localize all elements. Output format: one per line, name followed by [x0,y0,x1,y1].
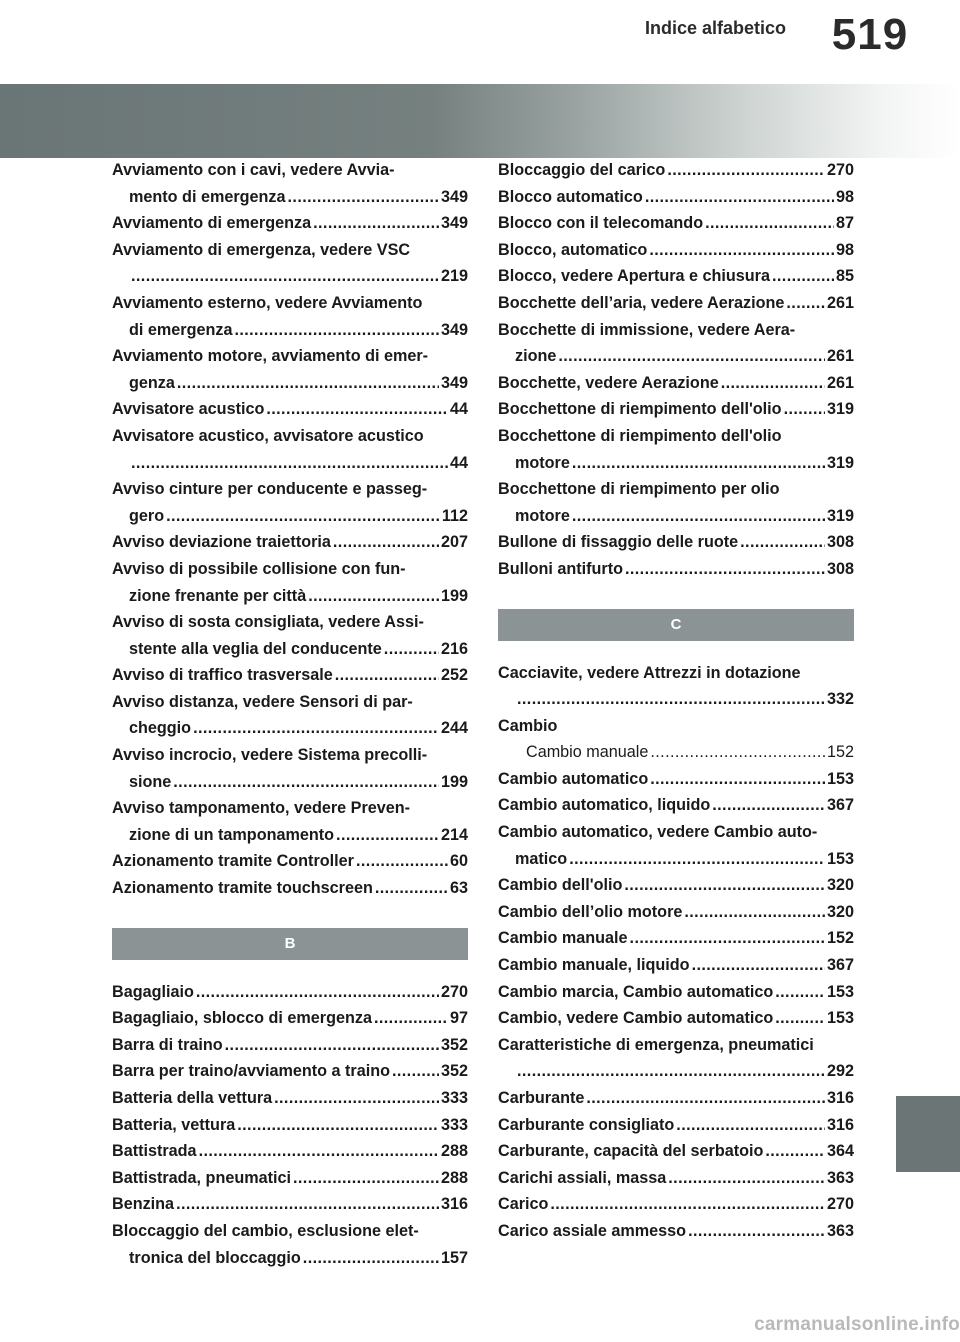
dot-leader [586,1085,825,1112]
entry-text-line: Bocchette di immissione, vedere Aera- [498,320,796,339]
dot-leader [237,1112,439,1139]
entry-text: Carichi assiali, massa [498,1168,667,1187]
entry-text: Cambio automatico, liquido [498,796,711,815]
dot-leader [288,184,439,211]
entry-text-line: Avvisatore acustico, avvisatore acustico [112,426,424,445]
header-band [0,84,960,158]
dot-leader [176,1191,439,1218]
index-entry[interactable] [498,1005,854,1032]
dot-leader [392,1058,439,1085]
dot-leader [645,184,834,211]
page-ref: 261 [826,373,854,392]
index-entry[interactable] [112,662,468,689]
index-entry[interactable] [112,1085,468,1112]
index-entry[interactable] [498,556,854,583]
page-ref: 349 [440,187,468,206]
page-ref: 153 [826,1009,854,1028]
page-ref: 261 [826,293,854,312]
dot-leader [692,952,825,979]
page-ref: 60 [449,852,468,871]
entry-text: Benzina [112,1195,175,1214]
dot-leader [667,157,825,184]
index-entry[interactable] [498,872,854,899]
index-entry[interactable] [112,1218,468,1271]
entry-text: mento di emergenza [129,187,286,206]
entry-text: Barra per traino/avviamento a traino [112,1062,390,1081]
page-ref: 63 [449,879,468,898]
index-entry[interactable] [112,875,468,902]
page-ref: 288 [440,1142,468,1161]
page-ref: 199 [440,586,468,605]
entry-text: cheggio [129,719,192,738]
thumb-index-tab [896,1096,960,1172]
page-ref: 367 [826,796,854,815]
page-ref: 214 [440,825,468,844]
entry-text: Cambio marcia, Cambio automatico [498,982,774,1001]
index-entry[interactable] [112,795,468,848]
dot-leader [775,979,825,1006]
index-entry[interactable] [112,343,468,396]
page-ref: 319 [826,400,854,419]
dot-leader [336,822,439,849]
page-ref: 153 [826,849,854,868]
dot-leader [266,396,448,423]
index-entry[interactable] [112,423,468,476]
dot-leader [705,210,834,237]
dot-leader [650,766,825,793]
page-ref: 98 [835,187,854,206]
dot-leader [649,237,834,264]
page-ref: 252 [440,666,468,685]
page-ref: 270 [826,1195,854,1214]
index-entry[interactable] [112,237,468,290]
entry-text: Carico [498,1195,549,1214]
index-entry[interactable] [498,660,854,713]
entry-text: Blocco, vedere Apertura e chiusura [498,267,770,286]
dot-leader [625,556,825,583]
page-ref: 320 [826,902,854,921]
dot-leader [569,846,825,873]
entry-text: Bagagliaio, sblocco di emergenza [112,1009,372,1028]
index-entry[interactable] [498,423,854,476]
index-subentry[interactable]: Cambio manuale ..... 152 [498,739,854,766]
section-title: Indice alfabetico [644,18,786,38]
entry-text: motore [515,453,570,472]
index-entry[interactable] [498,819,854,872]
page-ref: 316 [826,1089,854,1107]
entry-text: Barra di traino [112,1035,223,1054]
entry-text: di emergenza [129,320,233,339]
index-entry[interactable] [498,317,854,370]
entry-text: Cambio, vedere Cambio automatico [498,1009,774,1028]
page-ref: 364 [826,1142,854,1161]
entry-text: Battistrada [112,1142,197,1161]
dot-leader [131,263,439,290]
index-entry[interactable] [498,792,854,819]
index-entry[interactable] [498,1085,854,1112]
index-entry[interactable] [498,476,854,529]
entry-text: Avviso di traffico trasversale [112,666,333,685]
entry-text: Bloccaggio del carico [498,161,666,179]
dot-leader [374,1005,448,1032]
dot-leader [786,290,825,317]
dot-leader [356,848,448,875]
index-entry[interactable] [498,157,854,184]
dot-leader [131,450,448,477]
page-ref: 87 [835,214,854,233]
index-entry[interactable] [498,1191,854,1218]
entry-text: stente alla veglia del conducente [129,639,382,658]
page-ref: 270 [440,982,468,1001]
index-entry[interactable] [112,1191,468,1218]
entry-text-line: Bloccaggio del cambio, esclusione elet- [112,1221,419,1240]
dot-leader [234,317,439,344]
page-ref: 308 [826,559,854,578]
entry-text: Cambio manuale, liquido [498,956,690,975]
entry-text-line: Avviamento con i cavi, vedere Avvia- [112,161,395,179]
index-entry[interactable] [498,925,854,952]
page-ref: 244 [440,719,468,738]
index-entry[interactable] [112,1032,468,1059]
entry-text: Azionamento tramite touchscreen [112,879,373,898]
dot-leader [772,263,834,290]
index-entry[interactable] [498,1032,854,1085]
entry-text: tronica del bloccaggio [129,1248,301,1267]
entries-b-continued [498,157,854,583]
page-ref: 85 [835,267,854,286]
entry-text: sione [129,772,172,791]
index-entry[interactable] [112,979,468,1006]
dot-leader [293,1165,439,1192]
page-ref: 261 [826,347,854,366]
page-ref: 349 [440,214,468,233]
dot-leader [303,1245,439,1272]
entry-text-line: Avviso tamponamento, vedere Preven- [112,799,411,818]
dot-leader [193,715,439,742]
entry-text: Blocco con il telecomando [498,214,704,233]
index-entry[interactable] [498,396,854,423]
entry-text: Azionamento tramite Controller [112,852,354,871]
index-entry[interactable] [498,1218,854,1245]
dot-leader [740,529,825,556]
entry-text: Carburante consigliato [498,1115,675,1134]
index-entry[interactable] [112,1165,468,1192]
entry-text: Avvisatore acustico [112,400,265,419]
index-entry[interactable] [498,1165,854,1192]
entry-text: Carburante [498,1089,585,1107]
entry-text: matico [515,849,568,868]
page-ref: 363 [826,1221,854,1240]
page-ref: 333 [440,1089,468,1107]
entry-text: gero [129,506,165,525]
dot-leader [335,662,439,689]
entry-text-line: Bocchettone di riempimento per olio [498,480,780,499]
dot-leader [784,396,825,423]
entry-text: Carico assiale ammesso [498,1221,687,1240]
dot-leader [308,583,439,610]
index-entry[interactable] [498,1138,854,1165]
index-entry[interactable] [112,609,468,662]
entries-a [112,157,468,902]
entry-text-line: Cambio automatico, vedere Cambio auto- [498,823,818,842]
index-entry[interactable] [112,848,468,875]
index-entry[interactable] [498,529,854,556]
page-ref: 199 [440,772,468,791]
index-entry[interactable] [112,396,468,423]
dot-leader [712,792,825,819]
dot-leader [572,503,825,530]
page-ref: 216 [440,639,468,658]
entry-text-line: Avviso distanza, vedere Sensori di par- [112,692,413,711]
index-entry[interactable] [112,290,468,343]
dot-leader [650,739,825,766]
index-column-right [498,157,854,1245]
entry-text: Blocco automatico [498,187,643,206]
letter-heading-c: C [498,609,854,641]
index-entry[interactable] [112,476,468,529]
page-ref: 98 [835,240,854,259]
dot-leader [274,1085,439,1112]
entry-text-line: Avviso cinture per conducente e passeg- [112,480,428,499]
page-ref: 44 [449,453,468,472]
entry-text-line: Avviamento di emergenza, vedere VSC [112,240,411,259]
index-column-left [112,157,468,1271]
page-ref: 363 [826,1168,854,1187]
page-ref: 157 [440,1248,468,1267]
index-entry[interactable] [498,290,854,317]
page-ref: 316 [440,1195,468,1214]
entry-text: Bulloni antifurto [498,559,623,578]
dot-leader [384,636,439,663]
entry-text-line: Avviso di possibile collisione con fun- [112,559,406,578]
entry-text-line: Caratteristiche di emergenza, pneumatici [498,1035,814,1054]
page-ref: 320 [826,876,854,895]
index-entry[interactable] [498,766,854,793]
dot-leader [375,875,448,902]
page-ref: 319 [826,506,854,525]
page-ref: 367 [826,956,854,975]
dot-leader [572,450,825,477]
entry-text-line: Avviamento motore, avviamento di emer- [112,347,429,366]
dot-leader [550,1191,825,1218]
entry-text: motore [515,506,570,525]
entry-text: Bagagliaio [112,982,194,1001]
entries-b [112,979,468,1272]
entry-text: Battistrada, pneumatici [112,1168,292,1187]
watermark: carmanualsonline.info [754,1314,960,1335]
page-ref: 319 [826,453,854,472]
entry-text: Cambio manuale [498,929,628,948]
page-ref: 112 [441,506,468,525]
entry-text: genza [129,373,175,392]
dot-leader [333,529,439,556]
entry-text: Cambio automatico [498,769,649,788]
dot-leader [173,769,439,796]
page-number: 519 [831,10,909,59]
page-ref: 153 [826,769,854,788]
entries-c-top [498,660,854,713]
dot-leader [558,343,825,370]
page-ref: 316 [826,1115,854,1134]
index-entry[interactable] [112,1005,468,1032]
dot-leader [624,872,825,899]
entry-text: zione di un tamponamento [129,825,335,844]
dot-leader [684,899,825,926]
entry-text: Cambio dell’olio motore [498,902,683,921]
page-ref: 349 [440,320,468,339]
page-ref: 332 [826,690,854,709]
entry-text: Batteria della vettura [112,1089,273,1107]
dot-leader [196,979,439,1006]
dot-leader [177,370,439,397]
entry-text: Blocco, automatico [498,240,648,259]
index-entry[interactable] [112,210,468,237]
index-entry[interactable] [112,1112,468,1139]
index-entry[interactable] [498,1112,854,1139]
entries-c [498,766,854,1245]
entry-text: Carburante, capacità del serbatoio [498,1142,764,1161]
dot-leader [225,1032,439,1059]
page-ref: 349 [440,373,468,392]
index-entry[interactable] [112,1138,468,1165]
entry-text: Bocchettone di riempimento dell'olio [498,400,782,419]
entry-text: Batteria, vettura [112,1115,236,1134]
index-heading-cambio: Cambio [498,716,558,735]
index-entry[interactable] [112,1058,468,1085]
index-entry[interactable] [112,742,468,795]
index-entry[interactable] [498,979,854,1006]
page-header [0,0,960,72]
letter-heading-b: B [112,928,468,960]
page-ref: 352 [440,1035,468,1054]
index-entry[interactable] [498,899,854,926]
index-entry[interactable] [112,529,468,556]
dot-leader [199,1138,439,1165]
page-ref: 97 [449,1009,468,1028]
page-ref: 153 [826,982,854,1001]
entry-text: Bullone di fissaggio delle ruote [498,533,739,552]
entry-text: zione [515,347,557,366]
index-entry[interactable] [498,370,854,397]
index-entry[interactable] [112,689,468,742]
page-ref: 44 [449,400,468,419]
entry-text: Avviso deviazione traiettoria [112,533,331,552]
dot-leader [630,925,825,952]
page-ref: 352 [440,1062,468,1081]
entry-text: Bocchette, vedere Aerazione [498,373,719,392]
index-entry[interactable] [498,210,854,237]
page-ref: 292 [826,1062,854,1081]
index-entry[interactable] [498,952,854,979]
dot-leader [668,1165,825,1192]
entry-text-line: Cacciavite, vedere Attrezzi in dotazione [498,663,801,682]
page-ref: 219 [440,267,468,286]
dot-leader [688,1218,825,1245]
dot-leader [775,1005,825,1032]
entry-text-line: Avviso incrocio, vedere Sistema precolli- [112,746,428,765]
entry-text-line: Avviso di sosta consigliata, vedere Assi- [112,613,424,632]
page-ref: 333 [440,1115,468,1134]
page-ref: 288 [440,1168,468,1187]
index-entry[interactable] [498,237,854,264]
page-ref: 270 [826,161,854,179]
entry-text-line: Bocchettone di riempimento dell'olio [498,426,782,445]
page-ref: 152 [826,929,854,948]
index-entry[interactable] [112,556,468,609]
index-entry[interactable] [498,263,854,290]
entry-text: Cambio dell'olio [498,876,623,895]
page-ref: 308 [826,533,854,552]
index-entry[interactable] [498,184,854,211]
dot-leader [313,210,439,237]
dot-leader [517,1058,825,1085]
entry-text: Avviamento di emergenza [112,214,312,233]
dot-leader [517,686,825,713]
entry-text: zione frenante per città [129,586,307,605]
entry-text: Bocchette dell’aria, vedere Aerazione [498,293,785,312]
index-entry[interactable] [112,157,468,210]
entry-text-line: Avviamento esterno, vedere Avviamento [112,293,423,312]
dot-leader [765,1138,825,1165]
dot-leader [676,1112,825,1139]
page-ref: 207 [440,533,468,552]
dot-leader [166,503,440,530]
dot-leader [721,370,825,397]
